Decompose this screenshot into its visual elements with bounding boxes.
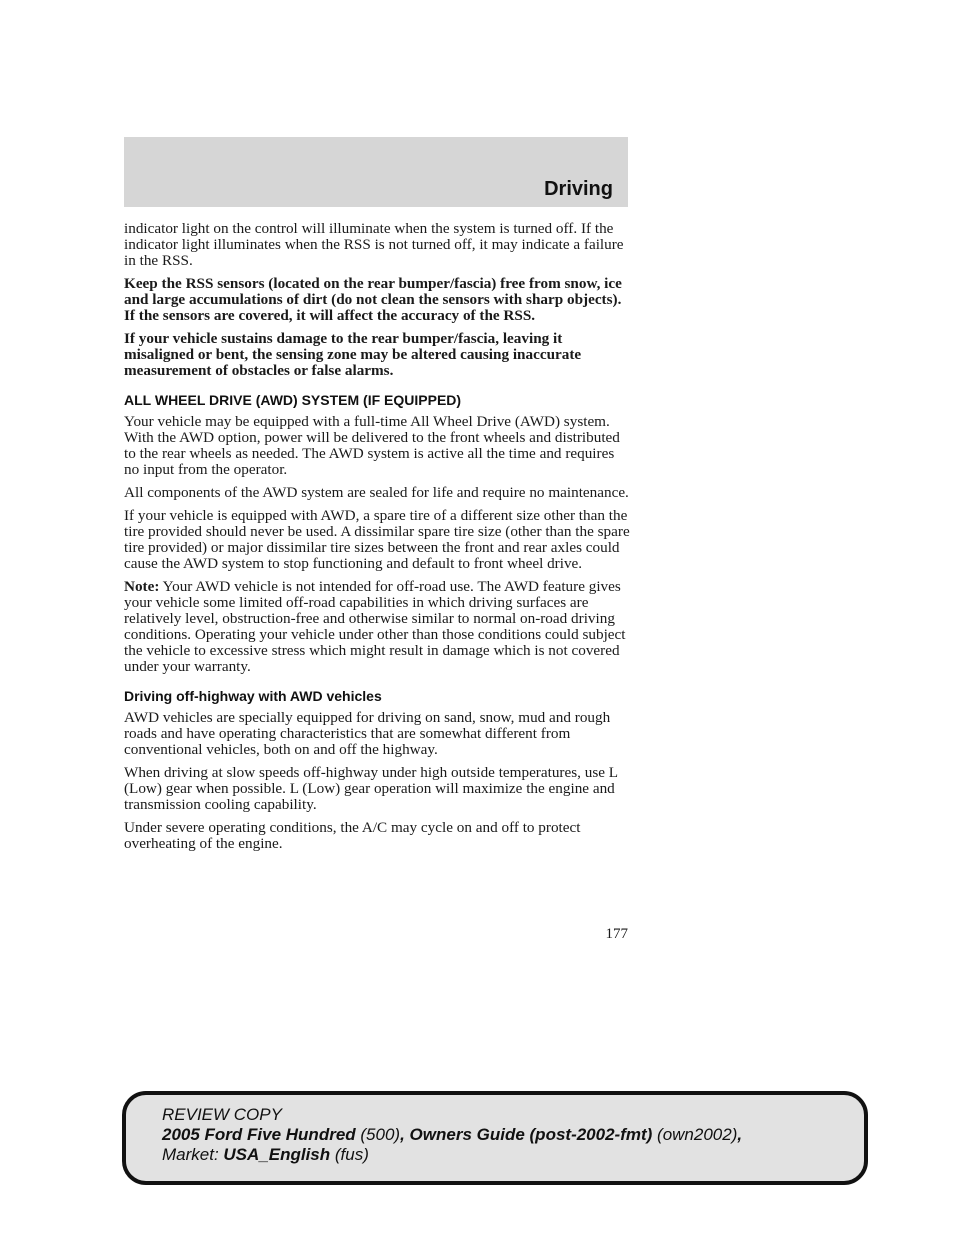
page-content <box>124 221 630 859</box>
page-number: 177 <box>605 926 628 942</box>
section-header-band <box>124 137 628 207</box>
warning-paragraph: If your vehicle sustains damage to the rear bumper/fascia, leaving it misaligned or bent, the sensing zone may be altered causing inaccurate measurement of obstacles or false alarms. <box>124 330 582 379</box>
awd-heading: ALL WHEEL DRIVE (AWD) SYSTEM (IF EQUIPPED) <box>124 392 462 408</box>
footer-guide: Owners Guide (post-2002-fmt) <box>409 1125 653 1144</box>
review-copy-footer <box>122 1091 868 1185</box>
paragraph: If your vehicle is equipped with AWD, a spare tire of a different size other than the tire provided should never be used. A dissimilar spare tire size (other than the spare tire provided) or major dissimilar tire sizes between the front and rear axles could cause the AWD system to stop functioning and default to front wheel drive. <box>124 507 630 572</box>
footer-line-market <box>162 1145 742 1165</box>
footer-sep: , <box>400 1125 410 1144</box>
paragraph: indicator light on the control will illuminate when the system is turned off. If the indicator light illuminates when the RSS is not turned off, it may indicate a failure in the RSS. <box>124 220 624 269</box>
footer-sep: , <box>737 1125 743 1144</box>
footer-market: USA_English <box>223 1145 331 1164</box>
note-paragraph <box>124 579 630 675</box>
paragraph: Your vehicle may be equipped with a full-time All Wheel Drive (AWD) system. With the AWD option, power will be delivered to the front wheels and distributed to the rear wheels as needed. The AWD system is active all the time and requires no input from the operator. <box>124 413 620 478</box>
section-title: Driving <box>544 178 613 200</box>
paragraph: AWD vehicles are specially equipped for driving on sand, snow, mud and rough roads and have operating characteristics that are somewhat different from conventional vehicles, both on and off the highway. <box>124 709 611 758</box>
paragraph: All components of the AWD system are sealed for life and require no maintenance. <box>124 484 629 501</box>
warning-paragraph: Keep the RSS sensors (located on the rear bumper/fascia) free from snow, ice and large accumulations of dirt (do not clean the sensors with sharp objects). If the sensors are covered, it will affect the accuracy of the RSS. <box>124 275 622 324</box>
footer-guide-code: (own2002) <box>652 1125 738 1144</box>
footer-line-model <box>162 1125 742 1145</box>
footer-model: 2005 Ford Five Hundred <box>162 1125 356 1144</box>
paragraph: When driving at slow speeds off-highway under high outside temperatures, use L (Low) gear when possible. L (Low) gear operation will maximize the engine and transmission cooling capability. <box>124 764 618 813</box>
review-copy-label: REVIEW COPY <box>162 1105 282 1124</box>
footer-market-label: Market: <box>162 1145 224 1164</box>
note-text: Your AWD vehicle is not intended for off-road use. The AWD feature gives your vehicle some limited off-road capabilities in which driving surfaces are relatively level, obstruction-free and otherwise similar to normal on-road driving conditions. Operating your vehicle under other than those conditions could subject the vehicle to excessive stress which might result in damage which is not covered under your warranty. <box>124 578 626 675</box>
footer-text <box>162 1105 742 1165</box>
footer-model-code: (500) <box>355 1125 401 1144</box>
offhighway-heading: Driving off-highway with AWD vehicles <box>124 688 382 704</box>
paragraph: Under severe operating conditions, the A/C may cycle on and off to protect overheating of the engine. <box>124 819 581 852</box>
note-label: Note: <box>124 578 160 595</box>
footer-market-code: (fus) <box>330 1145 369 1164</box>
